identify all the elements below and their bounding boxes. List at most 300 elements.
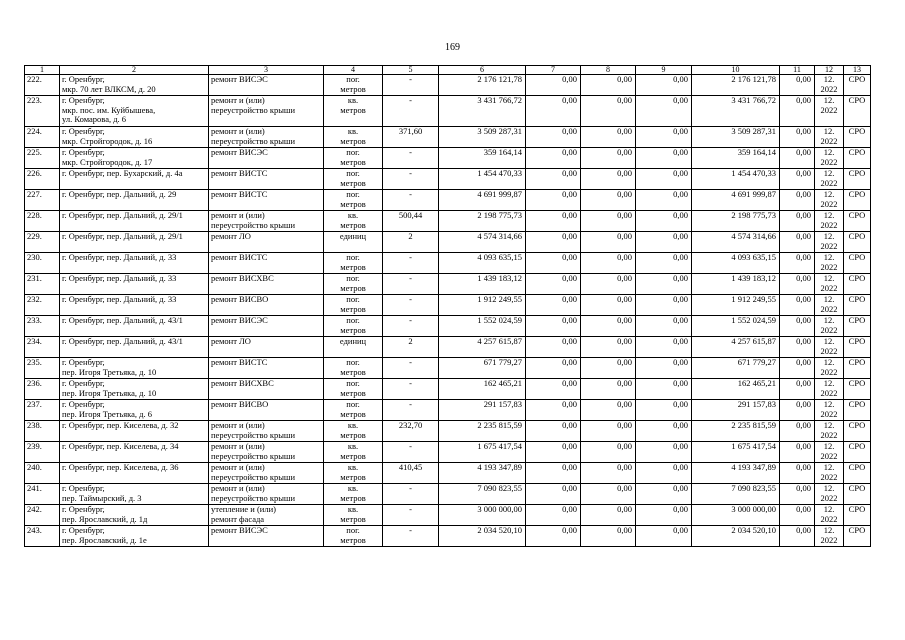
col9-cell: 0,00 — [636, 75, 692, 96]
total-cost-cell: 3 509 287,31 — [439, 127, 526, 148]
source-cell: СРО — [844, 358, 871, 379]
cell-line: г. Оренбург, пер. Дальний, д. 33 — [62, 294, 177, 304]
cell-line: 12. — [823, 357, 835, 367]
source-cell: СРО — [844, 484, 871, 505]
cell-line: 12. — [823, 168, 835, 178]
quantity-cell: 410,45 — [383, 463, 439, 484]
cell-line: 12. — [823, 483, 835, 493]
work-type-cell — [209, 295, 324, 316]
cell-line: пог. — [346, 147, 360, 157]
cell-line: 12. — [823, 74, 835, 84]
col10-cell: 3 431 766,72 — [692, 96, 780, 127]
cell-line: 2022 — [820, 303, 838, 314]
cell-line: пер. Ярославский, д. 1е — [62, 534, 147, 545]
work-type-cell — [209, 316, 324, 337]
col7-cell: 0,00 — [526, 505, 581, 526]
address-cell — [60, 96, 209, 127]
row-number-cell: 229. — [25, 232, 60, 253]
table-row — [25, 190, 871, 211]
col7-cell: 0,00 — [526, 463, 581, 484]
cell-line: пог. — [346, 189, 360, 199]
table-row — [25, 96, 871, 127]
registry-table — [24, 65, 871, 547]
cell-line: 12. — [823, 525, 835, 535]
total-cost-cell: 3 431 766,72 — [439, 96, 526, 127]
period-cell — [815, 484, 844, 505]
row-number-cell: 243. — [25, 526, 60, 547]
cell-line: мкр. 70 лет ВЛКСМ, д. 20 — [62, 83, 156, 94]
cell-line: мкр. Стройгородок, д. 17 — [62, 156, 153, 167]
quantity-cell: - — [383, 379, 439, 400]
cell-line: переустройство крыши — [211, 471, 296, 482]
col7-cell: 0,00 — [526, 316, 581, 337]
source-cell: СРО — [844, 253, 871, 274]
source-cell: СРО — [844, 526, 871, 547]
col7-cell: 0,00 — [526, 232, 581, 253]
table-row — [25, 148, 871, 169]
address-cell — [60, 169, 209, 190]
col10-cell: 3 000 000,00 — [692, 505, 780, 526]
column-header-1: 1 — [25, 66, 60, 75]
col10-cell: 291 157,83 — [692, 400, 780, 421]
quantity-cell: - — [383, 295, 439, 316]
address-cell — [60, 421, 209, 442]
col10-cell: 4 257 615,87 — [692, 337, 780, 358]
period-cell — [815, 274, 844, 295]
work-type-cell — [209, 526, 324, 547]
work-type-cell — [209, 442, 324, 463]
total-cost-cell: 2 176 121,78 — [439, 75, 526, 96]
cell-line: метров — [340, 450, 366, 461]
col7-cell: 0,00 — [526, 253, 581, 274]
period-cell — [815, 148, 844, 169]
cell-line: г. Оренбург, — [62, 74, 105, 84]
cell-line: 12. — [823, 378, 835, 388]
quantity-cell: - — [383, 484, 439, 505]
col8-cell: 0,00 — [581, 148, 636, 169]
cell-line: метров — [340, 366, 366, 377]
cell-line: пер. Игоря Третьяка, д. 10 — [62, 366, 157, 377]
row-number-cell: 226. — [25, 169, 60, 190]
table-row — [25, 253, 871, 274]
col8-cell: 0,00 — [581, 253, 636, 274]
cell-line: пог. — [346, 378, 360, 388]
column-number-header-row — [25, 66, 871, 75]
col7-cell: 0,00 — [526, 295, 581, 316]
row-number-cell: 241. — [25, 484, 60, 505]
address-cell — [60, 316, 209, 337]
col7-cell: 0,00 — [526, 400, 581, 421]
table-row — [25, 316, 871, 337]
cell-line: кв. — [347, 462, 359, 472]
period-cell — [815, 316, 844, 337]
col10-cell: 4 093 635,15 — [692, 253, 780, 274]
cell-line: переустройство крыши — [211, 429, 296, 440]
total-cost-cell: 3 000 000,00 — [439, 505, 526, 526]
col7-cell: 0,00 — [526, 421, 581, 442]
cell-line: ремонт ВИСТС — [211, 357, 268, 367]
period-cell — [815, 96, 844, 127]
address-cell — [60, 463, 209, 484]
work-type-cell — [209, 232, 324, 253]
total-cost-cell: 359 164,14 — [439, 148, 526, 169]
col11-cell: 0,00 — [780, 400, 815, 421]
col10-cell: 2 034 520,10 — [692, 526, 780, 547]
table-row — [25, 442, 871, 463]
quantity-cell: - — [383, 526, 439, 547]
cell-line: ремонт фасада — [211, 513, 265, 524]
address-cell — [60, 526, 209, 547]
cell-line: г. Оренбург, — [62, 357, 105, 367]
table-row — [25, 421, 871, 442]
col11-cell: 0,00 — [780, 190, 815, 211]
cell-line: г. Оренбург, — [62, 126, 105, 136]
unit-cell — [324, 316, 383, 337]
source-cell: СРО — [844, 505, 871, 526]
cell-line: ремонт и (или) — [211, 483, 265, 493]
unit-cell — [324, 127, 383, 148]
period-cell — [815, 505, 844, 526]
col10-cell: 7 090 823,55 — [692, 484, 780, 505]
work-type-cell — [209, 358, 324, 379]
cell-line: единиц — [339, 336, 367, 346]
cell-line: кв. — [347, 95, 359, 105]
table-row — [25, 337, 871, 358]
col10-cell: 1 675 417,54 — [692, 442, 780, 463]
cell-line: г. Оренбург, пер. Киселева, д. 32 — [62, 420, 179, 430]
cell-line: 2022 — [820, 345, 838, 356]
unit-cell — [324, 358, 383, 379]
quantity-cell: - — [383, 96, 439, 127]
cell-line: 2022 — [820, 429, 838, 440]
col7-cell: 0,00 — [526, 148, 581, 169]
unit-cell — [324, 274, 383, 295]
cell-line: ремонт ЛО — [211, 336, 251, 346]
row-number-cell: 242. — [25, 505, 60, 526]
cell-line: г. Оренбург, пер. Дальний, д. 29 — [62, 189, 177, 199]
col9-cell: 0,00 — [636, 148, 692, 169]
row-number-cell: 240. — [25, 463, 60, 484]
source-cell: СРО — [844, 211, 871, 232]
col10-cell: 2 235 815,59 — [692, 421, 780, 442]
cell-line: ремонт ВИСВО — [211, 294, 269, 304]
cell-line: ремонт ВИСЭС — [211, 147, 268, 157]
source-cell: СРО — [844, 421, 871, 442]
table-row — [25, 232, 871, 253]
period-cell — [815, 463, 844, 484]
cell-line: ремонт ВИСХВС — [211, 273, 274, 283]
col8-cell: 0,00 — [581, 190, 636, 211]
address-cell — [60, 505, 209, 526]
cell-line: 12. — [823, 147, 835, 157]
quantity-cell: - — [383, 400, 439, 421]
unit-cell — [324, 526, 383, 547]
cell-line: пог. — [346, 525, 360, 535]
address-cell — [60, 253, 209, 274]
period-cell — [815, 337, 844, 358]
cell-line: 12. — [823, 273, 835, 283]
col10-cell: 3 509 287,31 — [692, 127, 780, 148]
col11-cell: 0,00 — [780, 253, 815, 274]
period-cell — [815, 400, 844, 421]
cell-line: метров — [340, 324, 366, 335]
cell-line: 12. — [823, 252, 835, 262]
col9-cell: 0,00 — [636, 253, 692, 274]
cell-line: г. Оренбург, — [62, 399, 105, 409]
cell-line: мкр. пос. им. Куйбышева, — [62, 104, 156, 115]
cell-line: метров — [340, 492, 366, 503]
row-number-cell: 227. — [25, 190, 60, 211]
cell-line: метров — [340, 83, 366, 94]
table-row — [25, 127, 871, 148]
work-type-cell — [209, 169, 324, 190]
col10-cell: 162 465,21 — [692, 379, 780, 400]
table-row — [25, 400, 871, 421]
total-cost-cell: 291 157,83 — [439, 400, 526, 421]
row-number-cell: 230. — [25, 253, 60, 274]
table-body — [25, 66, 871, 547]
cell-line: 2022 — [820, 408, 838, 419]
source-cell: СРО — [844, 169, 871, 190]
period-cell — [815, 232, 844, 253]
col9-cell: 0,00 — [636, 526, 692, 547]
cell-line: пог. — [346, 294, 360, 304]
address-cell — [60, 232, 209, 253]
quantity-cell: 371,60 — [383, 127, 439, 148]
table-row — [25, 526, 871, 547]
work-type-cell — [209, 75, 324, 96]
cell-line: ремонт ВИСТС — [211, 168, 268, 178]
cell-line: 2022 — [820, 135, 838, 146]
cell-line: г. Оренбург, пер. Дальний, д. 33 — [62, 252, 177, 262]
unit-cell — [324, 96, 383, 127]
unit-cell — [324, 169, 383, 190]
address-cell — [60, 211, 209, 232]
address-cell — [60, 379, 209, 400]
column-header-10: 10 — [692, 66, 780, 75]
col11-cell: 0,00 — [780, 295, 815, 316]
cell-line: 2022 — [820, 324, 838, 335]
cell-line: пог. — [346, 273, 360, 283]
table-row — [25, 358, 871, 379]
row-number-cell: 236. — [25, 379, 60, 400]
total-cost-cell: 4 093 635,15 — [439, 253, 526, 274]
work-type-cell — [209, 337, 324, 358]
cell-line: утепление и (или) — [211, 504, 276, 514]
period-cell — [815, 442, 844, 463]
col11-cell: 0,00 — [780, 316, 815, 337]
column-header-13: 13 — [844, 66, 871, 75]
cell-line: кв. — [347, 441, 359, 451]
source-cell: СРО — [844, 127, 871, 148]
quantity-cell: - — [383, 169, 439, 190]
col7-cell: 0,00 — [526, 127, 581, 148]
work-type-cell — [209, 274, 324, 295]
col7-cell: 0,00 — [526, 358, 581, 379]
cell-line: кв. — [347, 420, 359, 430]
work-type-cell — [209, 96, 324, 127]
col10-cell: 1 439 183,12 — [692, 274, 780, 295]
total-cost-cell: 2 034 520,10 — [439, 526, 526, 547]
cell-line: 2022 — [820, 282, 838, 293]
cell-line: 2022 — [820, 261, 838, 272]
col11-cell: 0,00 — [780, 75, 815, 96]
period-cell — [815, 421, 844, 442]
quantity-cell: 2 — [383, 232, 439, 253]
cell-line: метров — [340, 429, 366, 440]
cell-line: переустройство крыши — [211, 104, 296, 115]
cell-line: кв. — [347, 483, 359, 493]
quantity-cell: - — [383, 505, 439, 526]
column-header-5: 5 — [383, 66, 439, 75]
cell-line: пер. Игоря Третьяка, д. 10 — [62, 387, 157, 398]
row-number-cell: 233. — [25, 316, 60, 337]
cell-line: 2022 — [820, 83, 838, 94]
period-cell — [815, 253, 844, 274]
work-type-cell — [209, 505, 324, 526]
cell-line: ремонт и (или) — [211, 441, 265, 451]
quantity-cell: - — [383, 190, 439, 211]
unit-cell — [324, 421, 383, 442]
row-number-cell: 224. — [25, 127, 60, 148]
row-number-cell: 225. — [25, 148, 60, 169]
cell-line: г. Оренбург, пер. Киселева, д. 34 — [62, 441, 179, 451]
col11-cell: 0,00 — [780, 274, 815, 295]
cell-line: 12. — [823, 336, 835, 346]
cell-line: метров — [340, 156, 366, 167]
column-header-7: 7 — [526, 66, 581, 75]
total-cost-cell: 4 574 314,66 — [439, 232, 526, 253]
col8-cell: 0,00 — [581, 274, 636, 295]
col8-cell: 0,00 — [581, 358, 636, 379]
cell-line: 2022 — [820, 492, 838, 503]
unit-cell — [324, 190, 383, 211]
period-cell — [815, 211, 844, 232]
col11-cell: 0,00 — [780, 379, 815, 400]
address-cell — [60, 484, 209, 505]
cell-line: 12. — [823, 126, 835, 136]
col11-cell: 0,00 — [780, 484, 815, 505]
cell-line: г. Оренбург, пер. Дальний, д. 43/1 — [62, 315, 183, 325]
source-cell: СРО — [844, 96, 871, 127]
work-type-cell — [209, 148, 324, 169]
col11-cell: 0,00 — [780, 358, 815, 379]
cell-line: ремонт ВИСХВС — [211, 378, 274, 388]
col11-cell: 0,00 — [780, 169, 815, 190]
col9-cell: 0,00 — [636, 232, 692, 253]
col11-cell: 0,00 — [780, 127, 815, 148]
cell-line: метров — [340, 387, 366, 398]
col9-cell: 0,00 — [636, 169, 692, 190]
period-cell — [815, 190, 844, 211]
col9-cell: 0,00 — [636, 484, 692, 505]
unit-cell — [324, 337, 383, 358]
period-cell — [815, 526, 844, 547]
total-cost-cell: 4 193 347,89 — [439, 463, 526, 484]
col9-cell: 0,00 — [636, 337, 692, 358]
cell-line: метров — [340, 135, 366, 146]
unit-cell — [324, 463, 383, 484]
address-cell — [60, 400, 209, 421]
cell-line: ремонт ВИСВО — [211, 399, 269, 409]
source-cell: СРО — [844, 295, 871, 316]
col7-cell: 0,00 — [526, 75, 581, 96]
column-header-4: 4 — [324, 66, 383, 75]
col8-cell: 0,00 — [581, 295, 636, 316]
address-cell — [60, 148, 209, 169]
address-cell — [60, 274, 209, 295]
cell-line: г. Оренбург, пер. Дальний, д. 33 — [62, 273, 177, 283]
cell-line: ремонт и (или) — [211, 462, 265, 472]
col8-cell: 0,00 — [581, 96, 636, 127]
source-cell: СРО — [844, 75, 871, 96]
cell-line: пер. Игоря Третьяка, д. 6 — [62, 408, 153, 419]
row-number-cell: 231. — [25, 274, 60, 295]
col8-cell: 0,00 — [581, 211, 636, 232]
address-cell — [60, 337, 209, 358]
col9-cell: 0,00 — [636, 379, 692, 400]
cell-line: 12. — [823, 420, 835, 430]
page-number: 169 — [445, 42, 460, 53]
cell-line: переустройство крыши — [211, 450, 296, 461]
column-header-8: 8 — [581, 66, 636, 75]
period-cell — [815, 295, 844, 316]
source-cell: СРО — [844, 379, 871, 400]
col7-cell: 0,00 — [526, 274, 581, 295]
col8-cell: 0,00 — [581, 169, 636, 190]
cell-line: пог. — [346, 252, 360, 262]
col8-cell: 0,00 — [581, 463, 636, 484]
total-cost-cell: 1 454 470,33 — [439, 169, 526, 190]
total-cost-cell: 1 439 183,12 — [439, 274, 526, 295]
col11-cell: 0,00 — [780, 463, 815, 484]
work-type-cell — [209, 127, 324, 148]
cell-line: пер. Таймырский, д. 3 — [62, 492, 142, 503]
source-cell: СРО — [844, 148, 871, 169]
source-cell: СРО — [844, 442, 871, 463]
total-cost-cell: 1 552 024,59 — [439, 316, 526, 337]
col10-cell: 4 691 999,87 — [692, 190, 780, 211]
col11-cell: 0,00 — [780, 337, 815, 358]
cell-line: 12. — [823, 462, 835, 472]
cell-line: 2022 — [820, 198, 838, 209]
cell-line: кв. — [347, 504, 359, 514]
column-header-9: 9 — [636, 66, 692, 75]
total-cost-cell: 1 912 249,55 — [439, 295, 526, 316]
address-cell — [60, 75, 209, 96]
cell-line: метров — [340, 513, 366, 524]
col7-cell: 0,00 — [526, 96, 581, 127]
cell-line: 12. — [823, 95, 835, 105]
col7-cell: 0,00 — [526, 484, 581, 505]
cell-line: г. Оренбург, пер. Бухарский, д. 4а — [62, 168, 183, 178]
cell-line: ремонт ВИСЭС — [211, 525, 268, 535]
col11-cell: 0,00 — [780, 232, 815, 253]
col9-cell: 0,00 — [636, 96, 692, 127]
col10-cell: 4 574 314,66 — [692, 232, 780, 253]
source-cell: СРО — [844, 463, 871, 484]
column-header-2: 2 — [60, 66, 209, 75]
col7-cell: 0,00 — [526, 337, 581, 358]
col8-cell: 0,00 — [581, 526, 636, 547]
col9-cell: 0,00 — [636, 211, 692, 232]
period-cell — [815, 169, 844, 190]
quantity-cell: - — [383, 316, 439, 337]
cell-line: г. Оренбург, пер. Киселева, д. 36 — [62, 462, 179, 472]
col10-cell: 1 552 024,59 — [692, 316, 780, 337]
work-type-cell — [209, 190, 324, 211]
col7-cell: 0,00 — [526, 169, 581, 190]
